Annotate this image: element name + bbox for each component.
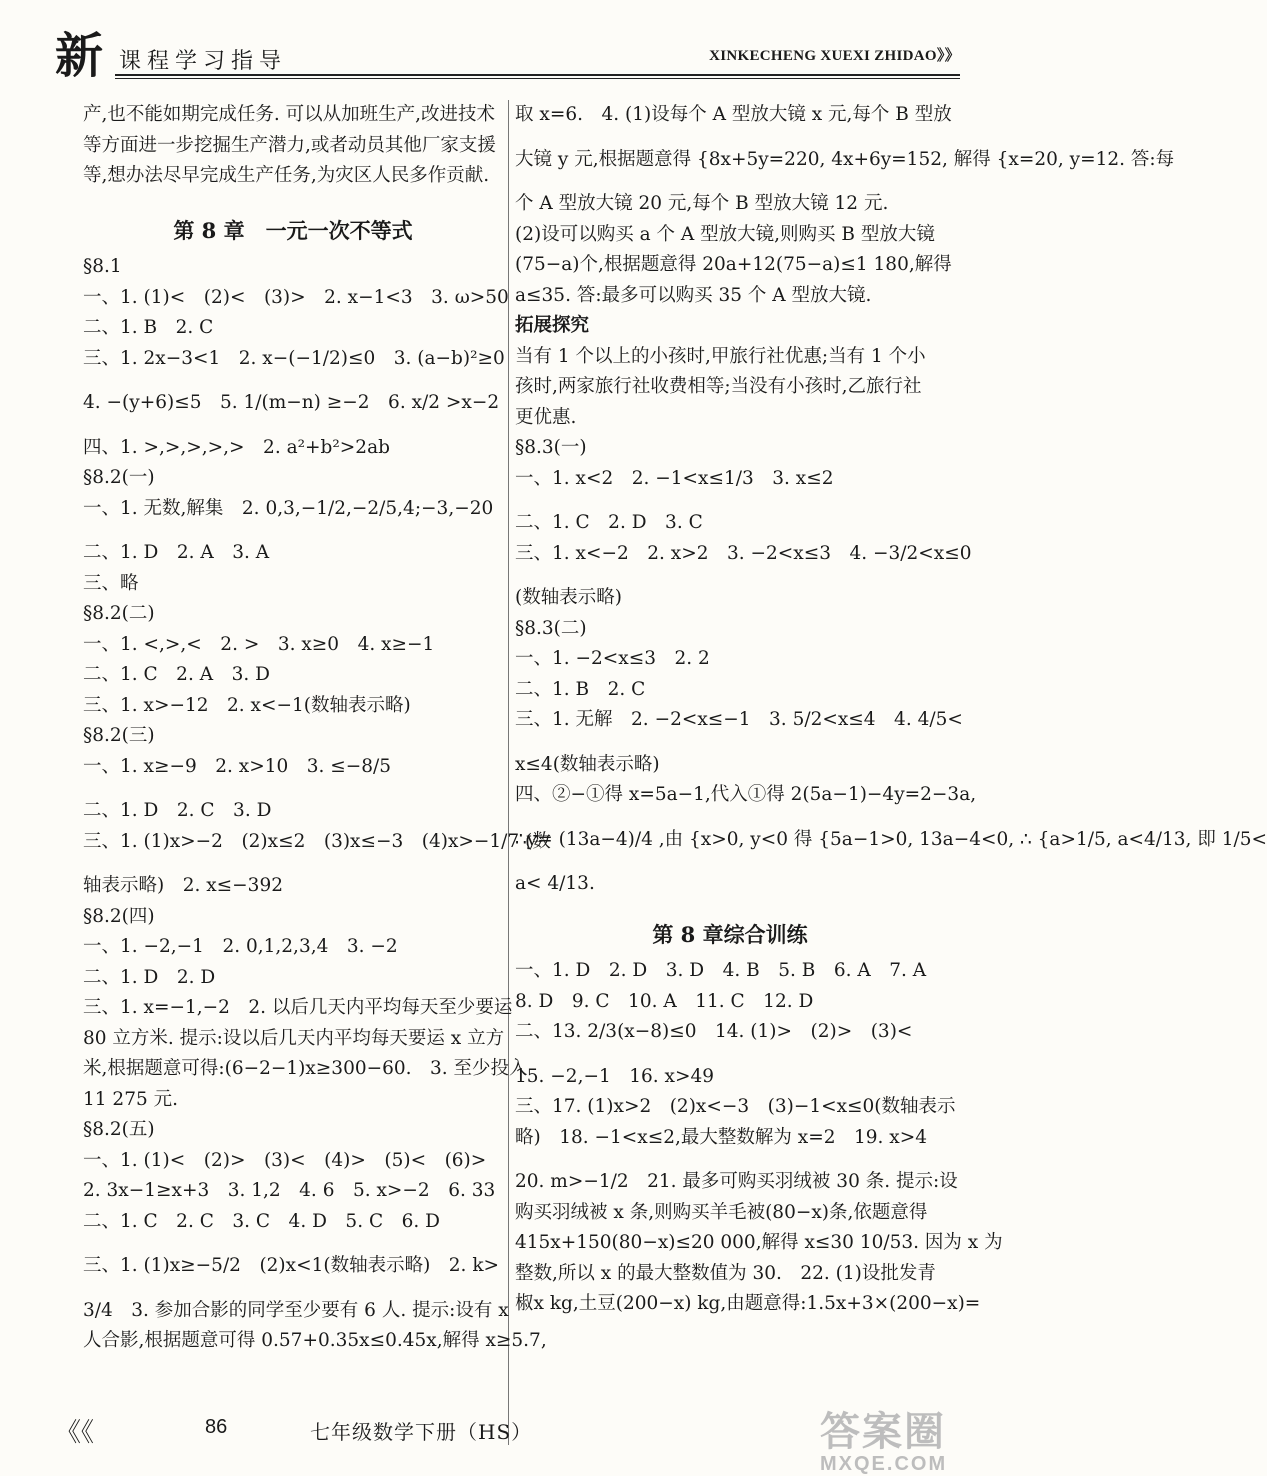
- extension-heading: 拓展探究: [515, 315, 590, 336]
- answer-line: 三、1. 2x−3<1 2. x−(−1/2)≤0 3. (a−b)²≥0: [83, 347, 505, 369]
- answer-line: (75−a)个,根据题意得 20a+12(75−a)≤1 180,解得: [515, 254, 952, 275]
- section-heading: §8.2(一): [83, 467, 155, 488]
- answer-line: x≤4(数轴表示略): [515, 753, 660, 775]
- answer-line: 二、13. 2/3(x−8)≤0 14. (1)> (2)> (3)<: [515, 1021, 913, 1042]
- answer-line: 略) 18. −1<x≤2,最大整数解为 x=2 19. x>4: [515, 1126, 927, 1148]
- answer-line: 415x+150(80−x)≤20 000,解得 x≤30 10/53. 因为 x 为: [515, 1232, 1003, 1253]
- answer-line: 四、②−①得 x=5a−1,代入①得 2(5a−1)−4y=2−3a,: [515, 784, 977, 805]
- series-title-cn: 课程学习指导: [119, 49, 288, 74]
- answer-line: 二、1. D 2. D: [83, 966, 216, 988]
- answer-line: 一、1. −2<x≤3 2. 2: [515, 648, 710, 669]
- answer-line: 20. m>−1/2 21. 最多可购买羽绒被 30 条. 提示:设: [515, 1171, 958, 1192]
- answer-line: 四、1. >,>,>,>,> 2. a²+b²>2ab: [83, 436, 390, 458]
- watermark-cn: 答案圈: [820, 1410, 946, 1454]
- double-chevron-left-icon: 《《: [55, 1418, 95, 1448]
- text-line: 等方面进一步挖掘生产潜力,或者动员其他厂家支援: [83, 134, 496, 156]
- answer-line: 一、1. x≥−9 2. x>10 3. ≤−8/5: [83, 755, 392, 777]
- answer-line: 一、1. <,>,< 2. > 3. x≥0 4. x≥−1: [83, 633, 435, 655]
- book-title: 七年级数学下册（HS）: [310, 1420, 533, 1444]
- text-line: 等,想办法尽早完成生产任务,为灾区人民多作贡献.: [83, 165, 490, 186]
- answer-line: 80 立方米. 提示:设以后几天内平均每天要运 x 立方: [83, 1027, 505, 1049]
- answer-line: 三、1. (1)x≥−5/2 (2)x<1(数轴表示略) 2. k>: [83, 1255, 500, 1276]
- answer-line: 3/4 3. 参加合影的同学至少要有 6 人. 提示:设有 x: [83, 1299, 509, 1321]
- text-line: 产,也不能如期完成任务. 可以从加班生产,改进技术: [83, 104, 496, 125]
- answer-line: 二、1. B 2. C: [83, 317, 214, 338]
- header-rule-thick: [115, 74, 960, 76]
- answer-line: 三、1. (1)x>−2 (2)x≤2 (3)x≤−3 (4)x>−1/7 (数: [83, 830, 551, 852]
- page-header: [55, 30, 960, 90]
- answer-line: 8. D 9. C 10. A 11. C 12. D: [515, 990, 814, 1012]
- logo-char: 新: [55, 28, 104, 84]
- review-title: 第 8 章综合训练: [652, 921, 808, 947]
- answer-line: 取 x=6. 4. (1)设每个 A 型放大镜 x 元,每个 B 型放: [515, 104, 952, 125]
- watermark: [820, 1400, 970, 1475]
- answer-line: ∴y= (13a−4)/4 ,由 {x>0, y<0 得 {5a−1>0, 13a−4<0, ∴ {a>1/5, a<4/13, 即 1/5<: [515, 828, 1267, 850]
- series-title-en: [709, 44, 960, 65]
- answer-line: 米,根据题意可得:(6−2−1)x≥300−60. 3. 至少投入: [83, 1058, 528, 1079]
- answer-line: 大镜 y 元,根据题意得 {8x+5y=220, 4x+6y=152, 解得 {x=20, y=12. 答:每: [515, 148, 1175, 170]
- answer-line: 一、1. 无数,解集 2. 0,3,−1/2,−2/5,4;−3,−20: [83, 497, 494, 519]
- answer-line: 一、1. x<2 2. −1<x≤1/3 3. x≤2: [515, 467, 834, 489]
- answer-line: 孩时,两家旅行社收费相等;当没有小孩时,乙旅行社: [515, 376, 922, 397]
- section-heading: §8.3(二): [515, 617, 587, 639]
- answer-line: 三、1. 无解 2. −2<x≤−1 3. 5/2<x≤4 4. 4/5<: [515, 709, 963, 730]
- answer-line: 更优惠.: [515, 406, 577, 428]
- section-heading: §8.2(二): [83, 603, 155, 624]
- right-column: [515, 100, 1267, 1320]
- answer-line: 轴表示略) 2. x≤−392: [83, 875, 283, 896]
- answer-line: 二、1. C 2. C 3. C 4. D 5. C 6. D: [83, 1210, 440, 1232]
- answer-line: a< 4/13.: [515, 873, 595, 894]
- answer-line: 二、1. B 2. C: [515, 678, 646, 700]
- answer-line: 三、1. x>−12 2. x<−1(数轴表示略): [83, 694, 411, 716]
- chapter-title: 第 8 章 一元一次不等式: [173, 217, 413, 243]
- answer-line: 椒x kg,土豆(200−x) kg,由题意得:1.5x+3×(200−x)=: [515, 1293, 981, 1314]
- answer-line: (2)设可以购买 a 个 A 型放大镜,则购买 B 型放大镜: [515, 223, 935, 245]
- answer-line: 一、1. (1)< (2)> (3)< (4)> (5)< (6)>: [83, 1149, 487, 1171]
- answer-line: 当有 1 个以上的小孩时,甲旅行社优惠;当有 1 个小: [515, 345, 926, 367]
- answer-line: 一、1. −2,−1 2. 0,1,2,3,4 3. −2: [83, 936, 398, 957]
- answer-line: 人合影,根据题意可得 0.57+0.35x≤0.45x,解得 x≥5.7,: [83, 1330, 547, 1351]
- answer-line: 三、略: [83, 572, 139, 594]
- answer-line: 11 275 元.: [83, 1088, 178, 1110]
- answer-line: 二、1. C 2. D 3. C: [515, 512, 703, 533]
- section-heading: §8.2(五): [83, 1119, 155, 1140]
- answer-line: 二、1. D 2. A 3. A: [83, 542, 270, 563]
- answer-line: 整数,所以 x 的最大整数值为 30. 22. (1)设批发青: [515, 1262, 936, 1284]
- double-chevron-icon: 》》: [936, 48, 960, 64]
- section-heading: §8.1: [83, 256, 122, 277]
- answer-line: 一、1. (1)< (2)< (3)> 2. x−1<3 3. ω>50: [83, 286, 509, 308]
- answer-line: 三、1. x<−2 2. x>2 3. −2<x≤3 4. −3/2<x≤0: [515, 542, 972, 564]
- answer-line: 一、1. D 2. D 3. D 4. B 5. B 6. A 7. A: [515, 960, 927, 981]
- series-title-en-text: XINKECHENG XUEXI ZHIDAO: [709, 48, 937, 64]
- answer-line: 购买羽绒被 x 条,则购买羊毛被(80−x)条,依题意得: [515, 1201, 928, 1223]
- page-number: 86: [205, 1416, 228, 1438]
- answer-line: 2. 3x−1≥x+3 3. 1,2 4. 6 5. x>−2 6. 33: [83, 1180, 496, 1201]
- answer-line: 15. −2,−1 16. x>49: [515, 1065, 715, 1087]
- section-heading: §8.2(三): [83, 725, 155, 746]
- answer-line: 三、17. (1)x>2 (2)x<−3 (3)−1<x≤0(数轴表示: [515, 1096, 956, 1117]
- answer-line: 二、1. D 2. C 3. D: [83, 800, 272, 821]
- answer-line: a≤35. 答:最多可以购买 35 个 A 型放大镜.: [515, 284, 872, 306]
- watermark-en: MXQE.COM: [820, 1453, 948, 1475]
- section-heading: §8.2(四): [83, 905, 155, 927]
- answer-line: 三、1. x=−1,−2 2. 以后几天内平均每天至少要运: [83, 997, 513, 1018]
- answer-line: 二、1. C 2. A 3. D: [83, 664, 270, 685]
- answer-line: 个 A 型放大镜 20 元,每个 B 型放大镜 12 元.: [515, 193, 889, 214]
- answer-line: 4. −(y+6)≤5 5. 1/(m−n) ≥−2 6. x/2 >x−2: [83, 392, 500, 413]
- section-heading: §8.3(一): [515, 437, 587, 458]
- answer-line: (数轴表示略): [515, 587, 622, 608]
- header-rule-thin: [115, 78, 960, 79]
